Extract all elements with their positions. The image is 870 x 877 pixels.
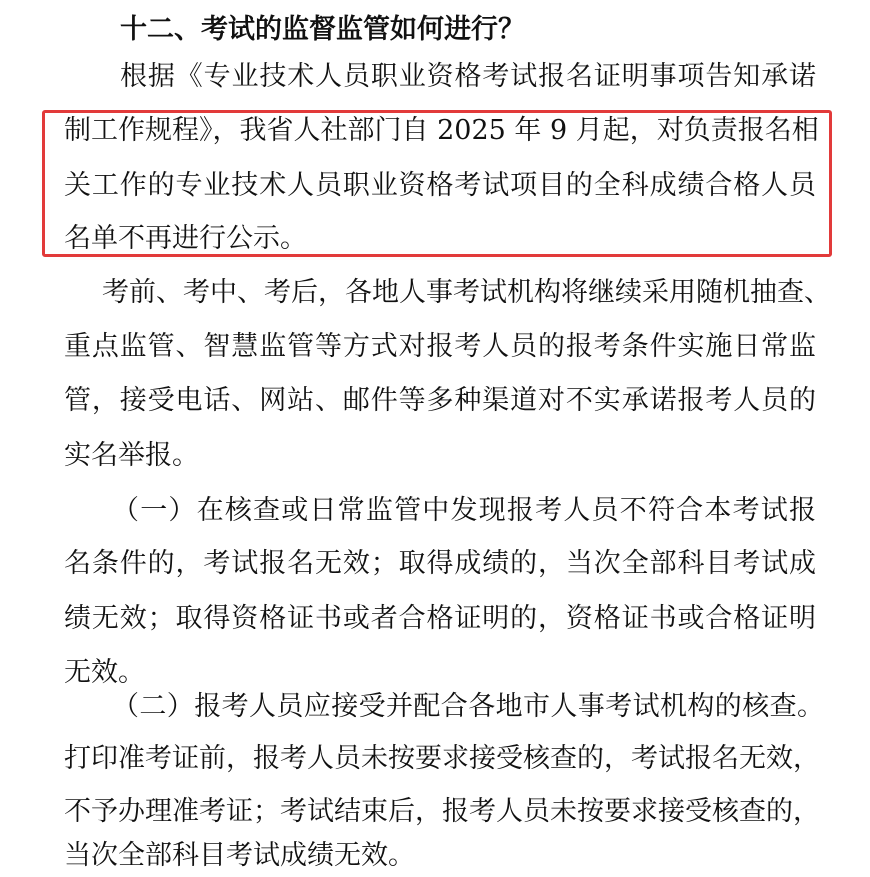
paragraph-basis-line: 根据《专业技术人员职业资格考试报名证明事项告知承诺 [120,61,816,92]
paragraph-item-1-line: 名条件的，考试报名无效；取得成绩的，当次全部科目考试成 [64,548,816,579]
paragraph-item-2-line: （二）报考人员应接受并配合各地市人事考试机构的核查。 [112,691,824,722]
paragraph-supervision-line: 实名举报。 [64,440,199,471]
paragraph-basis-line: 制工作规程》，我省人社部门自 2025 年 9 月起，对负责报名相 [64,115,819,146]
paragraph-item-2-line: 打印准考证前，报考人员未按要求接受核查的，考试报名无效， [64,743,820,774]
paragraph-item-1-line: 无效。 [64,657,145,688]
paragraph-supervision-line: 管，接受电话、网站、邮件等多种渠道对不实承诺报考人员的 [64,385,816,416]
section-heading: 十二、考试的监督监管如何进行？ [120,14,525,45]
paragraph-supervision-line: 重点监管、智慧监管等方式对报考人员的报考条件实施日常监 [64,331,816,362]
paragraph-supervision-line: 考前、考中、考后，各地人事考试机构将继续采用随机抽查、 [102,277,831,308]
paragraph-basis-line: 关工作的专业技术人员职业资格考试项目的全科成绩合格人员 [64,170,816,201]
paragraph-basis-line: 名单不再进行公示。 [64,223,307,254]
paragraph-item-1-line: 绩无效；取得资格证书或者合格证明的，资格证书或合格证明 [64,603,816,634]
paragraph-item-1-line: （一）在核查或日常监管中发现报考人员不符合本考试报 [112,495,816,526]
paragraph-item-2-line: 当次全部科目考试成绩无效。 [64,840,415,871]
paragraph-item-2-line: 不予办理准考证；考试结束后，报考人员未按要求接受核查的， [64,796,820,827]
